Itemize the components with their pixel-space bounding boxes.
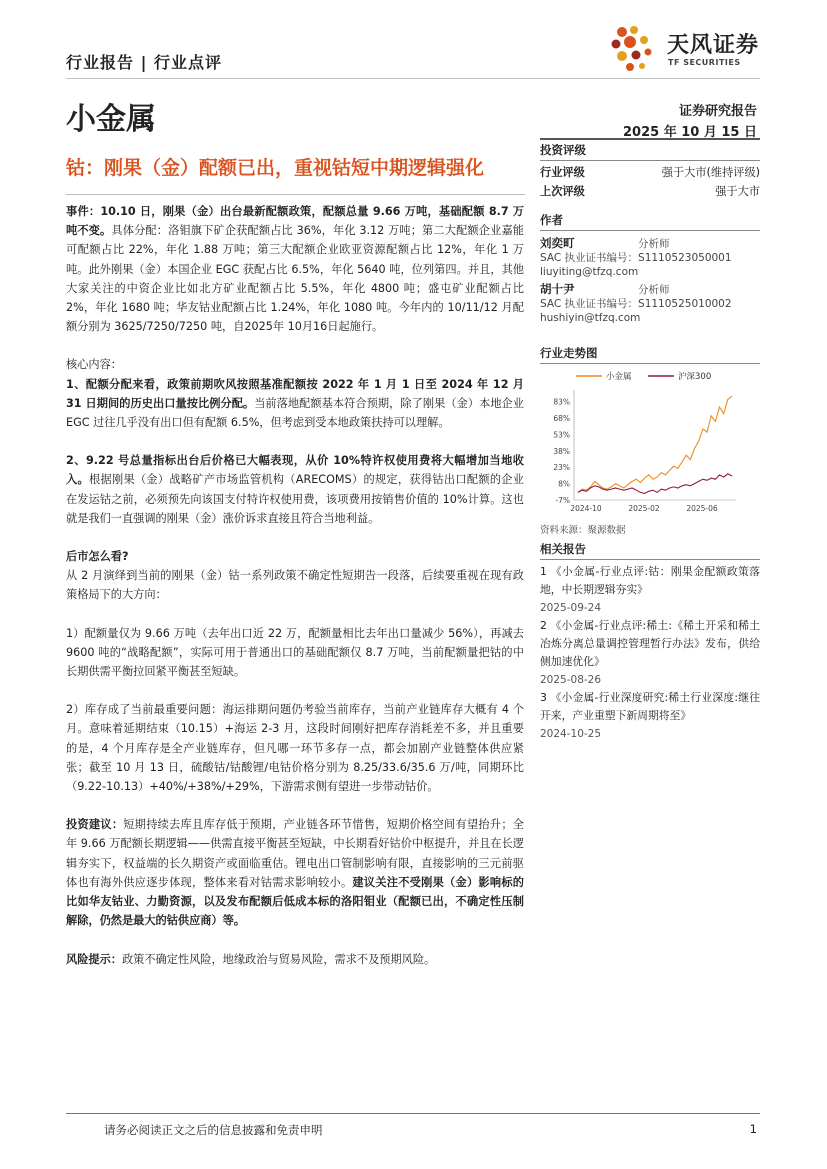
outlook-heading-text: 后市怎么看? [66, 550, 129, 564]
author-email[interactable]: hushiyin@tfzq.com [540, 312, 641, 324]
related-section [540, 541, 760, 743]
rating-section [540, 138, 760, 201]
related-report[interactable]: 2 《小金属-行业点评:稀土:《稀土开采和稀土冶炼分离总量调控管理暂行办法》发布，供给侧加速优化》 [540, 619, 760, 668]
report-title: 钴：刚果（金）配额已出，重视钴短中期逻辑强化 [66, 157, 485, 179]
author-name: 胡十尹 [540, 282, 575, 296]
author-block [540, 235, 760, 279]
logo-english: TF SECURITIES [668, 58, 741, 67]
y-tick-label: 38% [553, 446, 570, 456]
point-2-lead: 2、9.22 号总量指标出台后价格已大幅表现，从价 10%特许权使用费将大幅增加当地收入。 [66, 454, 524, 487]
risk-paragraph [66, 950, 524, 969]
investment-text: 短期持续去库且库存低于预期，产业链各环节惜售，短期价格空间有望抬升；全年 9.66 万配额长期逻辑——供需直接平衡甚至短缺，中长期看好钴价中枢提升，并且在长逻辑夯实下，权益端的长久期资产或面临重估。锂电出口管制影响有限，直接影响的三元前驱体也有海外供应逐步体现，整体来看对钴需求影响较小。 [66, 818, 524, 889]
footer-divider [66, 1113, 760, 1114]
main-column [66, 202, 524, 969]
footer-disclaimer: 请务必阅读正文之后的信息披露和免责申明 [104, 1123, 323, 1137]
rating-value: 强于大市 [715, 185, 760, 198]
point-1-lead: 1、配额分配来看，政策前期吹风按照基准配额按 2022 年 1 月 1 日至 2024 年 12 月 31 日期间的历史出口量按比例分配。 [66, 377, 524, 410]
point-1-text: 当前落地配额基本符合预期，除了刚果（金）本地企业 EGC 过往几乎没有出口但有配额 6.5%，但考虑到受本地政策扶持可以理解。 [66, 396, 524, 430]
event-text: 具体分配：洛钼旗下矿企获配额占比 36%，年化 3.12 万吨；第二大配额企业嘉能可配额占比 22%，年化 1.88 万吨；第三大配额企业欧亚资源配额占比 12%，年化 1 万吨。此外刚果（金）本国企业 EGC 获配占比 6.5%，年化 5640 吨，位列第四。并且，其他大家关注的中资企业比如北方矿业配额占比 5.5%，年化 4800 吨；盛屯矿业配额占比 2%，年化 1680 吨；华友钴业配额占比 1.24%，年化 1080 吨。今年内的 10/11/12 月配额分别为 3625/7250/7250 吨，自2025年 10月16日起施行。 [66, 224, 524, 334]
rating-row [540, 163, 760, 182]
authors-section [540, 212, 760, 325]
author-email[interactable]: liuyiting@tfzq.com [540, 266, 639, 278]
report-date: 2025 年 10 月 15 日 [623, 125, 757, 140]
y-tick-label: 83% [553, 397, 570, 407]
author-role: 分析师 [638, 284, 670, 296]
related-date: 2024-10-25 [540, 728, 602, 740]
rating-key: 行业评级 [540, 166, 585, 179]
related-report[interactable]: 1 《小金属-行业点评:钴：刚果金配额政策落地，中长期逻辑夯实》 [540, 565, 760, 596]
rating-heading: 投资评级 [540, 138, 760, 161]
related-date: 2025-08-26 [540, 674, 602, 686]
outlook-point-2: 2）库存成了当前最重要问题：海运排期问题仍考验当前库存，当前产业链库存大概有 4 个月。意味着延期结束（10.15）+海运 2-3 月，这段时间刚好把库存消耗差不多，并且重要的是，4 个月库存是全产业链库存，但凡哪一环节多存一点，都会加剧产业链整体供应紧张；截至 10 月 13 日，硫酸钴/钴酸锂/电钴价格分别为 8.25/33.6/35.6 万/吨，同期环比（9.22-10.13）+40%/+38%/+29%，下游需求侧有望进一步带动钴价。 [66, 703, 524, 794]
header-divider [66, 78, 760, 79]
page-number: 1 [749, 1122, 757, 1136]
point-2 [66, 451, 524, 528]
series-line [578, 396, 732, 492]
related-date: 2025-09-24 [540, 602, 602, 614]
event-paragraph [66, 202, 524, 336]
author-cert: SAC 执业证书编号：S1110525010002 [540, 298, 732, 310]
authors-heading: 作者 [540, 212, 760, 231]
investment-paragraph [66, 815, 524, 930]
point-1 [66, 375, 524, 433]
author-cert: SAC 执业证书编号：S1110523050001 [540, 252, 732, 264]
related-heading: 相关报告 [540, 541, 760, 560]
report-type: 行业报告 | 行业点评 [66, 53, 222, 72]
x-tick-label: 2025-06 [686, 504, 718, 513]
x-tick-label: 2025-02 [628, 504, 660, 513]
related-list [540, 563, 760, 743]
series-line [578, 474, 732, 494]
author-role: 分析师 [638, 238, 670, 250]
outlook-heading [66, 547, 524, 566]
trend-chart [540, 368, 760, 518]
risk-text: 政策不确定性风险，地缘政治与贸易风险，需求不及预期风险。 [121, 952, 436, 966]
outlook-point-1: 1）配额量仅为 9.66 万吨（去年出口近 22 万，配额量相比去年出口量减少 56%），再减去 9600 吨的“战略配额”，实际可用于普通出口的基础配额仅 8.7 万吨，当前配额量把钴的中长期供需平衡拉回紧平衡甚至短缺。 [66, 626, 524, 679]
y-tick-label: 53% [553, 430, 570, 440]
author-name: 刘奕町 [540, 236, 575, 250]
legend-label: 沪深300 [678, 372, 712, 382]
report-label: 证券研究报告 [678, 104, 757, 119]
y-tick-label: 8% [558, 479, 570, 489]
author-block [540, 281, 760, 325]
investment-lead: 投资建议： [66, 818, 124, 832]
chart-section [540, 345, 760, 536]
rating-row [540, 182, 760, 201]
sector-title: 小金属 [66, 102, 156, 137]
y-tick-label: 68% [553, 414, 570, 424]
core-label: 核心内容： [66, 358, 122, 372]
legend-label: 小金属 [606, 372, 632, 382]
related-report[interactable]: 3 《小金属-行业深度研究:稀土行业深度:继往开来，产业重塑下新周期将至》 [540, 691, 760, 722]
y-tick-label: 23% [553, 463, 570, 473]
investment-bold: 建议关注不受刚果（金）影响标的比如华友钴业、力勤资源，以及发布配额后低成本标的洛阳钼业（配额已出，不确定性压制解除，仍然是最大的钴供应商）等。 [66, 875, 524, 928]
risk-lead: 风险提示： [66, 952, 122, 966]
chart-heading: 行业走势图 [540, 345, 760, 364]
chart-source: 资料来源：聚源数据 [540, 525, 626, 536]
x-tick-label: 2024-10 [570, 504, 602, 513]
point-2-text: 根据刚果（金）战略矿产市场监管机构（ARECOMS）的规定，获得钴出口配额的企业在发运钴之前，必须预先向该国支付特许权使用费，该项费用按销售价值的 10%计算。这也就是我们一直强调的刚果（金）涨价诉求直接且符合当地利益。 [66, 473, 524, 525]
title-divider [66, 194, 525, 195]
outlook-text: 从 2 月演绎到当前的刚果（金）钴一系列政策不确定性短期告一段落，后续要重视在现有政策格局下的大方向： [66, 569, 524, 602]
rating-value: 强于大市(维持评级) [661, 166, 760, 179]
logo-name: 天风证券 [667, 33, 760, 58]
y-tick-label: -7% [555, 496, 570, 505]
rating-key: 上次评级 [540, 185, 585, 198]
event-lead: 事件：10.10 日，刚果（金）出台最新配额政策，配额总量 9.66 万吨，基础配额 8.7 万吨不变。 [66, 205, 524, 238]
